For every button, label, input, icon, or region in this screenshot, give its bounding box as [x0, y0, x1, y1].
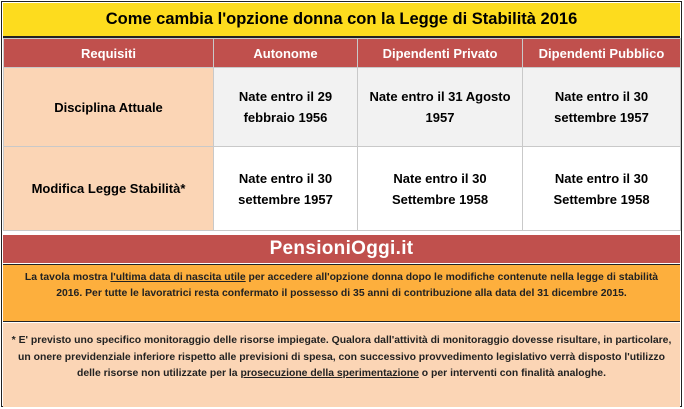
- note-underlined-text: l'ultima data di nascita utile: [110, 272, 246, 283]
- cell-line: 1957: [425, 110, 455, 125]
- cell-line: Nate entro il 30: [554, 170, 649, 186]
- cell-privato: [358, 68, 523, 147]
- cell-autonome: [214, 68, 358, 147]
- cell-privato: [358, 147, 523, 231]
- header-requisiti: Requisiti: [4, 39, 214, 68]
- footnote-text: o per interventi con finalità analoghe.: [418, 368, 606, 379]
- table-row: [4, 68, 681, 147]
- cell-pubblico: [523, 68, 681, 147]
- footnote: [3, 323, 680, 407]
- cell-pubblico: [523, 147, 681, 231]
- header-autonome: Autonome: [214, 39, 358, 68]
- note-text: per accedere all'opzione donna dopo le modifiche contenute nella legge di stabilità 2016. Per tutte le lavoratrici resta confermato il possesso di 35 anni di contribuzione alla data del 31 dicembre 2015.: [56, 272, 659, 299]
- brand-banner: PensioniOggi.it: [3, 235, 680, 263]
- cell-line: Nate entro il 30: [554, 89, 649, 104]
- cell-autonome: [214, 147, 358, 231]
- infographic-frame: [1, 1, 682, 407]
- cell-line: settembre 1957: [238, 191, 333, 207]
- explanatory-note: [3, 264, 680, 322]
- cell-line: settembre 1957: [554, 110, 649, 125]
- cell-line: Settembre 1958: [391, 191, 489, 207]
- header-dipendenti-privato: Dipendenti Privato: [358, 39, 523, 68]
- cell-line: Settembre 1958: [553, 191, 650, 207]
- cell-line: febbraio 1956: [243, 110, 328, 125]
- note-text: La tavola mostra: [24, 272, 111, 283]
- page-title: Come cambia l'opzione donna con la Legge di Stabilità 2016: [3, 3, 680, 38]
- comparison-table: [3, 38, 681, 231]
- table-row: [4, 147, 681, 231]
- cell-line: Nate entro il 30: [238, 170, 333, 186]
- row-label-modifica-legge: Modifica Legge Stabilità*: [4, 147, 214, 231]
- footnote-underlined-text: prosecuzione della sperimentazione: [240, 368, 419, 379]
- cell-line: Nate entro il 29: [238, 89, 333, 104]
- header-dipendenti-pubblico: Dipendenti Pubblico: [523, 39, 681, 68]
- cell-line: Nate entro il 30: [393, 170, 487, 186]
- footnote-text: * E' previsto uno specifico monitoraggio delle risorse impiegate. Qualora dall'attività di monitoraggio dovesse risultare, in particolare, un onere previdenziale inferiore rispetto alle previsioni di spesa, con successivo provvedimento legislativo verrà disposto l'utilizzo delle risorse non utilizzate per la: [11, 335, 672, 379]
- row-label-disciplina-attuale: Disciplina Attuale: [4, 68, 214, 147]
- table-header-row: [4, 39, 681, 68]
- cell-line: Nate entro il 31 Agosto: [369, 89, 511, 104]
